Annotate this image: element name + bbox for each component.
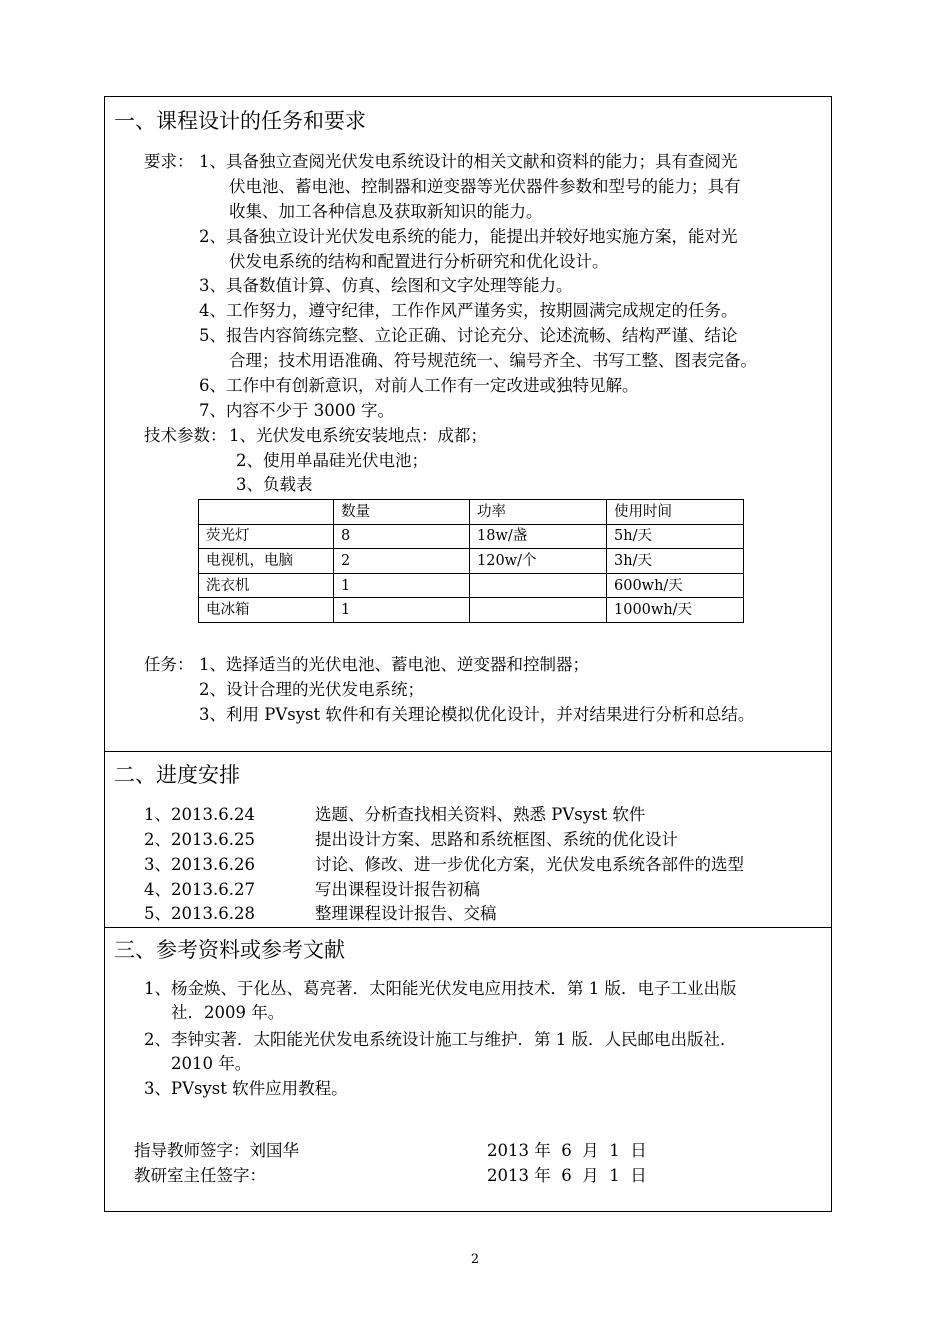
teacher-signature-label: 指导教师签字：刘国华 [134, 1141, 299, 1160]
table-cell: 电视机，电脑 [199, 549, 334, 574]
requirement-line: 1、具备独立查阅光伏发电系统设计的相关文献和资料的能力；具有查阅光 [199, 152, 738, 171]
table-row [199, 573, 744, 598]
section-divider [104, 927, 832, 928]
reference-line: 3、PVsyst 软件应用教程。 [144, 1079, 348, 1098]
requirement-line: 收集、加工各种信息及获取新知识的能力。 [229, 202, 543, 221]
schedule-task: 选题、分析查找相关资料、熟悉 PVsyst 软件 [315, 805, 646, 824]
table-cell: 600wh/天 [607, 573, 744, 598]
tech-param-line: 3、负载表 [236, 475, 313, 494]
requirements-prefix: 要求： [144, 152, 194, 171]
table-cell: 120w/个 [470, 549, 607, 574]
schedule-date: 1、2013.6.24 [144, 805, 255, 824]
table-row [199, 598, 744, 623]
requirement-line: 伏发电系统的结构和配置进行分析研究和优化设计。 [229, 252, 609, 271]
table-cell: 使用时间 [607, 500, 744, 525]
table-cell: 2 [334, 549, 470, 574]
requirement-line: 合理；技术用语准确、符号规范统一、编号齐全、书写工整、图表完备。 [229, 351, 757, 370]
task-line: 3、利用 PVsyst 软件和有关理论模拟优化设计，并对结果进行分析和总结。 [199, 705, 755, 724]
table-cell: 洗衣机 [199, 573, 334, 598]
tech-param-line: 1、光伏发电系统安装地点：成都； [229, 426, 487, 445]
requirement-line: 伏电池、蓄电池、控制器和逆变器等光伏器件参数和型号的能力；具有 [229, 177, 741, 196]
table-header-row [199, 500, 744, 525]
section-divider [104, 751, 832, 752]
table-cell: 8 [334, 524, 470, 549]
schedule-date: 5、2013.6.28 [144, 904, 255, 923]
table-cell: 功率 [470, 500, 607, 525]
requirement-line: 3、具备数值计算、仿真、绘图和文字处理等能力。 [199, 276, 573, 295]
table-cell: 1 [334, 573, 470, 598]
section-title: 一、课程设计的任务和要求 [114, 109, 366, 133]
reference-line: 2、李钟实著．太阳能光伏发电系统设计施工与维护．第 1 版．人民邮电出版社． [144, 1030, 737, 1049]
schedule-task: 写出课程设计报告初稿 [315, 880, 480, 899]
tech-params-prefix: 技术参数： [144, 426, 227, 445]
requirement-line: 4、工作努力，遵守纪律，工作作风严谨务实，按期圆满完成规定的任务。 [199, 301, 738, 320]
schedule-task: 讨论、修改、进一步优化方案，光伏发电系统各部件的选型 [315, 855, 744, 874]
section-title: 二、进度安排 [114, 763, 240, 787]
table-cell [470, 598, 607, 623]
table-row [199, 524, 744, 549]
table-cell: 1 [334, 598, 470, 623]
table-cell: 数量 [334, 500, 470, 525]
requirement-line: 7、内容不少于 3000 字。 [199, 401, 394, 420]
table-cell: 电冰箱 [199, 598, 334, 623]
page-number: 2 [470, 1252, 480, 1267]
schedule-date: 3、2013.6.26 [144, 855, 255, 874]
table-cell: 1000wh/天 [607, 598, 744, 623]
table-row [199, 549, 744, 574]
table-cell [199, 500, 334, 525]
reference-line: 社．2009 年。 [171, 1003, 285, 1022]
section-title: 三、参考资料或参考文献 [114, 938, 345, 962]
table-cell: 5h/天 [607, 524, 744, 549]
table-cell: 18w/盏 [470, 524, 607, 549]
teacher-signature-date: 2013 年 6 月 1 日 [487, 1141, 647, 1160]
requirement-line: 5、报告内容简练完整、立论正确、讨论充分、论述流畅、结构严谨、结论 [199, 326, 738, 345]
schedule-task: 提出设计方案、思路和系统框图、系统的优化设计 [315, 830, 678, 849]
tasks-prefix: 任务： [144, 655, 194, 674]
table-cell: 3h/天 [607, 549, 744, 574]
reference-line: 2010 年。 [171, 1054, 252, 1073]
requirement-line: 6、工作中有创新意识，对前人工作有一定改进或独特见解。 [199, 376, 639, 395]
task-line: 2、设计合理的光伏发电系统； [199, 680, 424, 699]
table-cell [470, 573, 607, 598]
task-line: 1、选择适当的光伏电池、蓄电池、逆变器和控制器； [199, 655, 589, 674]
schedule-date: 2、2013.6.25 [144, 830, 255, 849]
director-signature-label: 教研室主任签字： [134, 1166, 266, 1185]
requirement-line: 2、具备独立设计光伏发电系统的能力，能提出并较好地实施方案，能对光 [199, 227, 738, 246]
director-signature-date: 2013 年 6 月 1 日 [487, 1166, 647, 1185]
load-table [198, 499, 744, 623]
tech-param-line: 2、使用单晶硅光伏电池； [236, 451, 428, 470]
reference-line: 1、杨金焕、于化丛、葛亮著．太阳能光伏发电应用技术．第 1 版．电子工业出版 [144, 979, 737, 998]
schedule-task: 整理课程设计报告、交稿 [315, 904, 497, 923]
table-cell: 荧光灯 [199, 524, 334, 549]
schedule-date: 4、2013.6.27 [144, 880, 255, 899]
